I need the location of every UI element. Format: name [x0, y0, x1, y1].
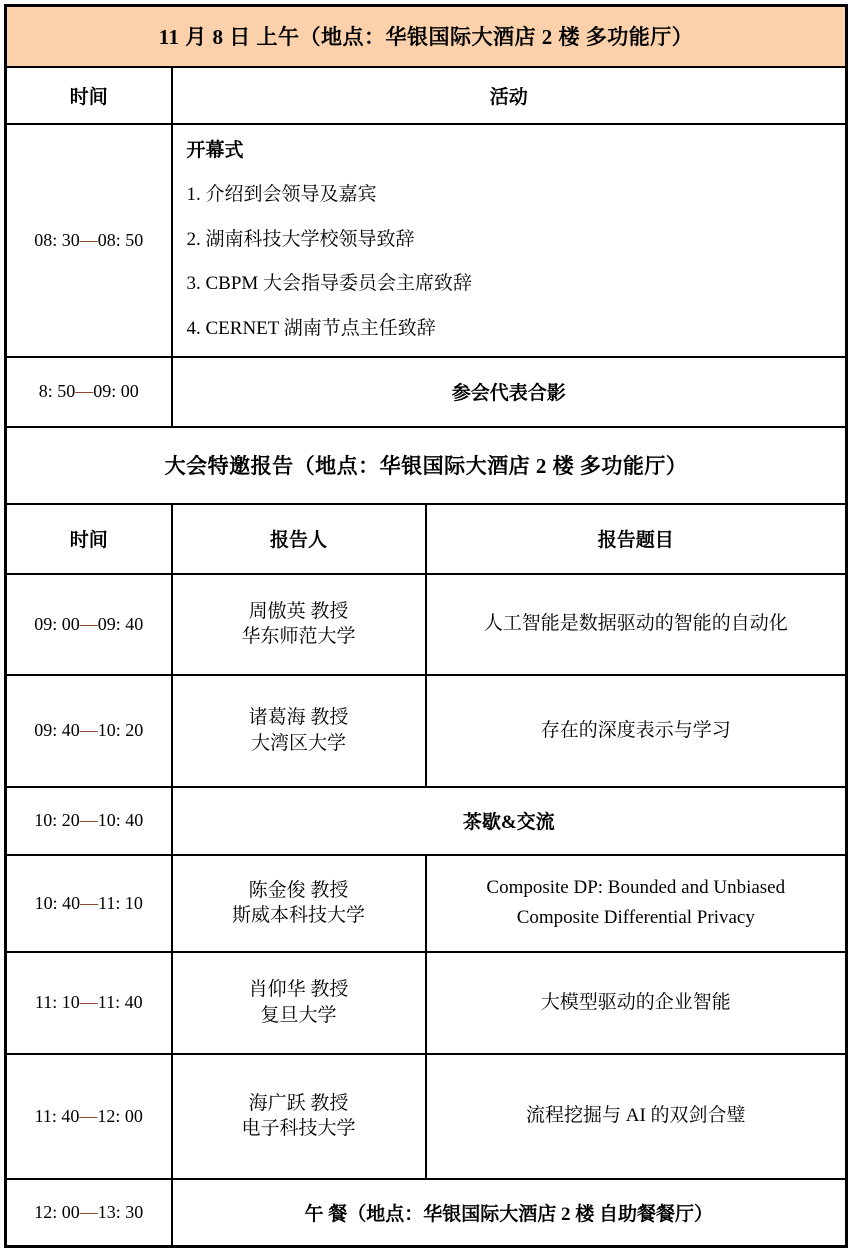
- speaker-cell: [172, 574, 426, 675]
- time-dash: —: [80, 892, 99, 913]
- time-cell-talk: [6, 675, 172, 787]
- speaker-cell: [172, 675, 426, 787]
- time-end: 13: 30: [97, 1201, 144, 1222]
- lunch-cell: 午 餐（地点：华银国际大酒店 2 楼 自助餐餐厅）: [172, 1179, 847, 1247]
- opening-item: 2. 湖南科技大学校领导致辞: [186, 228, 415, 250]
- col-header-time: 时间: [6, 67, 172, 124]
- time-start: 11: 10: [34, 992, 80, 1013]
- opening-item: 3. CBPM 大会指导委员会主席致辞: [186, 273, 473, 295]
- speaker-name: 海广跃 教授: [248, 1092, 349, 1114]
- speaker-cell: [172, 855, 426, 952]
- time-end: 11: 40: [97, 992, 143, 1013]
- speaker-name: 诸葛海 教授: [248, 707, 349, 729]
- speaker-affiliation: 斯威本科技大学: [231, 905, 365, 927]
- time-start: 12: 00: [34, 1201, 80, 1222]
- time-dash: —: [79, 1201, 98, 1222]
- group-photo-cell: 参会代表合影: [172, 357, 847, 427]
- time-dash: —: [79, 720, 98, 741]
- speaker-name: 周傲英 教授: [248, 600, 349, 622]
- speaker-name: 陈金俊 教授: [248, 879, 349, 901]
- tea-break-cell: 茶歇&交流: [172, 787, 847, 855]
- speaker-cell: [172, 952, 426, 1054]
- time-end: 09: 00: [93, 381, 139, 402]
- time-end: 10: 40: [97, 810, 144, 831]
- time-dash: —: [79, 229, 98, 250]
- speaker-affiliation: 华东师范大学: [241, 626, 356, 648]
- invited-talks-section-title: 大会特邀报告（地点：华银国际大酒店 2 楼 多功能厅）: [6, 427, 847, 504]
- time-cell-tea-break: [6, 787, 172, 855]
- speaker-affiliation: 复旦大学: [260, 1004, 337, 1026]
- time-cell-talk: [6, 574, 172, 675]
- talk-topic: 人工智能是数据驱动的智能的自动化: [426, 574, 847, 675]
- talk-topic: 大模型驱动的企业智能: [426, 952, 847, 1054]
- time-cell-talk: [6, 1054, 172, 1179]
- time-start: 8: 50: [38, 381, 76, 402]
- speaker-affiliation: 电子科技大学: [241, 1118, 356, 1140]
- time-cell-photo: [6, 357, 172, 427]
- col-header-time-2: 时间: [6, 504, 172, 574]
- time-dash: —: [75, 381, 94, 402]
- talk-topic: 流程挖掘与 AI 的双剑合璧: [426, 1054, 847, 1179]
- opening-ceremony-cell: [172, 124, 847, 357]
- opening-item: 4. CERNET 湖南节点主任致辞: [186, 318, 436, 340]
- speaker-affiliation: 大湾区大学: [250, 732, 346, 754]
- time-cell-talk: [6, 855, 172, 952]
- time-end: 08: 50: [97, 229, 144, 250]
- speaker-name: 肖仰华 教授: [248, 979, 349, 1001]
- time-end: 12: 00: [97, 1105, 143, 1126]
- time-start: 09: 40: [34, 720, 80, 741]
- time-start: 10: 20: [34, 810, 80, 831]
- speaker-cell: [172, 1054, 426, 1179]
- time-dash: —: [79, 992, 98, 1013]
- col-header-activity: 活动: [172, 67, 847, 124]
- time-dash: —: [79, 1105, 98, 1126]
- talk-topic: Composite DP: Bounded and Unbiased Composite Differential Privacy: [426, 855, 847, 952]
- time-start: 08: 30: [34, 229, 80, 250]
- col-header-speaker: 报告人: [172, 504, 426, 574]
- conference-schedule-table: [4, 4, 848, 1248]
- time-dash: —: [79, 810, 98, 831]
- session-banner: [6, 6, 847, 67]
- time-cell-lunch: [6, 1179, 172, 1247]
- opening-item: 1. 介绍到会领导及嘉宾: [186, 184, 377, 206]
- time-start: 10: 40: [34, 892, 81, 913]
- time-cell-talk: [6, 952, 172, 1054]
- talk-topic: 存在的深度表示与学习: [426, 675, 847, 787]
- opening-title: 开幕式: [186, 139, 244, 161]
- time-end: 10: 20: [97, 720, 144, 741]
- time-end: 11: 10: [98, 892, 143, 913]
- time-dash: —: [79, 613, 98, 634]
- time-start: 11: 40: [34, 1105, 80, 1126]
- session-banner-title: 11 月 8 日 上午（地点：华银国际大酒店 2 楼 多功能厅）: [158, 25, 694, 50]
- time-cell-opening: [6, 124, 172, 357]
- time-start: 09: 00: [34, 613, 80, 634]
- col-header-topic: 报告题目: [426, 504, 847, 574]
- time-end: 09: 40: [97, 613, 144, 634]
